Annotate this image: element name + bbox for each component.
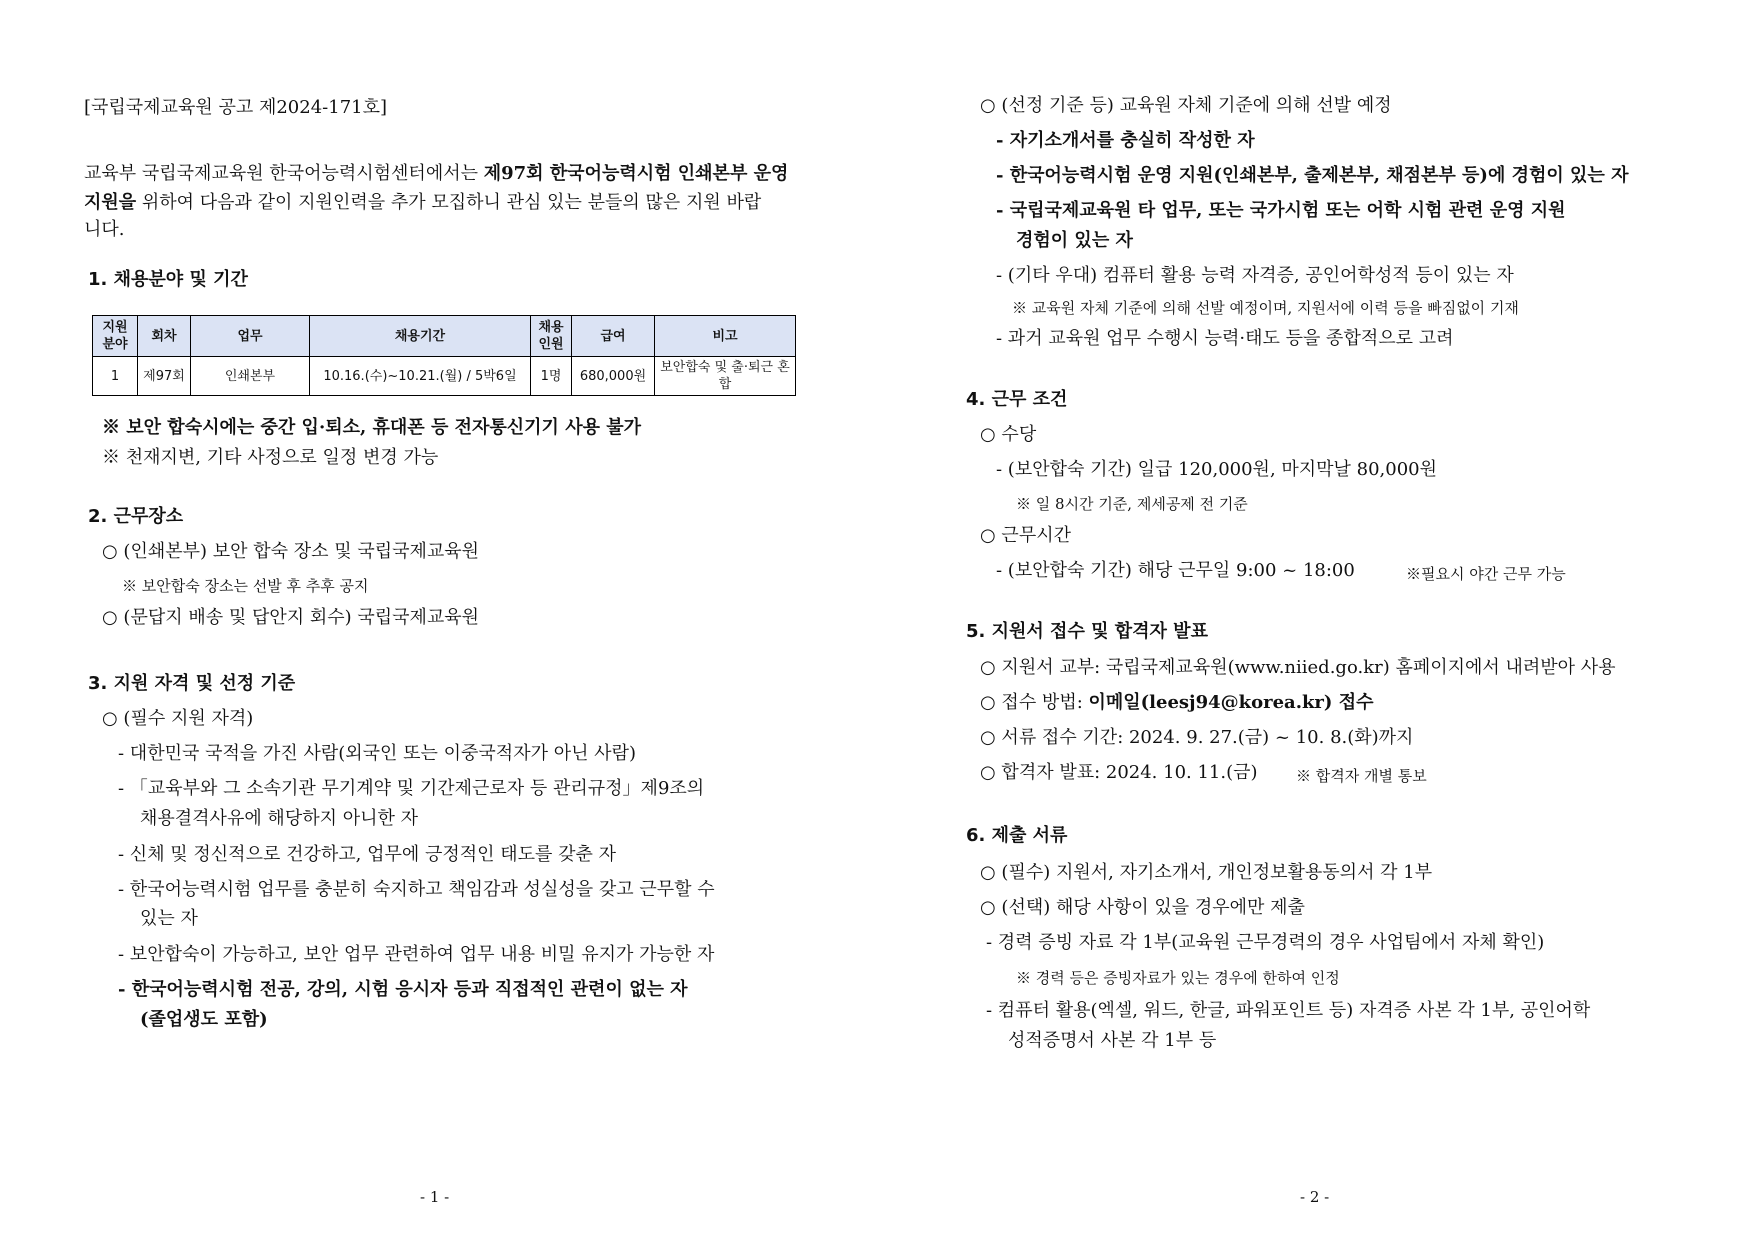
intro-emphasis: 제97회 한국어능력시험 인쇄본부 운영 [483, 163, 789, 184]
notice-number: [국립국제교육원 공고 제2024-171호] [84, 97, 388, 118]
section-4-heading: 4. 근무 조건 [966, 389, 1068, 410]
table-cell: 제97회 [138, 357, 191, 396]
criteria-4: - (기타 우대) 컴퓨터 활용 능력 자격증, 공인어학성적 등이 있는 자 [996, 265, 1514, 286]
table-header-cell: 지원 분야 [93, 316, 138, 357]
table-cell: 10.16.(수)~10.21.(월) / 5박6일 [310, 357, 531, 396]
intro-text: 교육부 국립국제교육원 한국어능력시험센터에서는 [84, 163, 484, 184]
intro-line-2 [84, 191, 761, 215]
criteria-3-line-1: - 국립국제교육원 타 업무, 또는 국가시험 또는 어학 시험 관련 운영 지원 [996, 200, 1566, 221]
allowance-item: - (보안합숙 기간) 일급 120,000원, 마지막날 80,000원 [996, 459, 1438, 480]
criteria-5: - 과거 교육원 업무 수행시 능력·태도 등을 종합적으로 고려 [996, 328, 1454, 349]
qualification-2-line-2: 채용결격사유에 해당하지 아니한 자 [140, 808, 418, 829]
table-cell: 보안합숙 및 출·퇴근 혼합 [655, 357, 796, 396]
criteria-4-note: ※ 교육원 자체 기준에 의해 선발 예정이며, 지원서에 이력 등을 빠짐없이 기재 [1012, 299, 1519, 317]
work-hours-item: - (보안합숙 기간) 해당 근무일 9:00 ~ 18:00 [996, 560, 1355, 581]
page-number: - 2 - [1300, 1188, 1330, 1206]
criteria-1: - 자기소개서를 충실히 작성한 자 [996, 130, 1255, 151]
section-2-item-1-note: ※ 보안합숙 장소는 선발 후 추후 공지 [122, 577, 369, 595]
qualification-2-line-1: - 「교육부와 그 소속기관 무기계약 및 기간제근로자 등 관리규정」제9조의 [118, 778, 705, 799]
section-2-item-1: ○ (인쇄본부) 보안 합숙 장소 및 국립국제교육원 [102, 541, 480, 562]
application-item-3: ○ 서류 접수 기간: 2024. 9. 27.(금) ~ 10. 8.(화)까지 [980, 727, 1414, 748]
criteria-2: - 한국어능력시험 운영 지원(인쇄본부, 출제본부, 채점본부 등)에 경험이 있는 자 [996, 165, 1629, 186]
table-header-cell: 급여 [572, 316, 655, 357]
document-page-1 [0, 0, 876, 1240]
application-item-2 [980, 691, 1373, 715]
criteria-3-line-2: 경험이 있는 자 [1016, 230, 1133, 251]
table-cell: 680,000원 [572, 357, 655, 396]
documents-detail-2-line-2: 성적증명서 사본 각 1부 등 [1008, 1030, 1217, 1051]
table-header-cell: 채용 인원 [531, 316, 572, 357]
allowance-heading: ○ 수당 [980, 424, 1037, 445]
application-item-4-note: ※ 합격자 개별 통보 [1296, 767, 1427, 785]
table-cell: 인쇄본부 [191, 357, 310, 396]
section-1-heading: 1. 채용분야 및 기간 [88, 269, 248, 290]
section-1-note-1: ※ 보안 합숙시에는 중간 입·퇴소, 휴대폰 등 전자통신기기 사용 불가 [102, 417, 642, 438]
qualification-1: - 대한민국 국적을 가진 사람(외국인 또는 이중국적자가 아닌 사람) [118, 743, 636, 764]
work-hours-heading: ○ 근무시간 [980, 525, 1071, 546]
documents-detail-1: - 경력 증빙 자료 각 1부(교육원 근무경력의 경우 사업팀에서 자체 확인) [986, 932, 1545, 953]
application-item-4: ○ 합격자 발표: 2024. 10. 11.(금) [980, 762, 1258, 783]
qualification-5: - 보안합숙이 가능하고, 보안 업무 관련하여 업무 내용 비밀 유지가 가능한 자 [118, 944, 715, 965]
intro-emphasis: 지원을 [84, 192, 137, 213]
section-2-heading: 2. 근무장소 [88, 506, 184, 527]
intro-line-3: 니다. [84, 219, 125, 240]
documents-optional: ○ (선택) 해당 사항이 있을 경우에만 제출 [980, 897, 1305, 918]
table-header-cell: 회차 [138, 316, 191, 357]
section-2-item-2: ○ (문답지 배송 및 답안지 회수) 국립국제교육원 [102, 607, 480, 628]
work-hours-note: ※필요시 야간 근무 가능 [1406, 565, 1566, 583]
section-1-note-2: ※ 천재지변, 기타 사정으로 일정 변경 가능 [102, 447, 439, 468]
table-cell: 1 [93, 357, 138, 396]
intro-line-1 [84, 162, 788, 186]
qualification-6-line-1: - 한국어능력시험 전공, 강의, 시험 응시자 등과 직접적인 관련이 없는 자 [118, 979, 688, 1000]
hiring-table [92, 315, 796, 396]
section-5-heading: 5. 지원서 접수 및 합격자 발표 [966, 621, 1208, 642]
documents-detail-2-line-1: - 컴퓨터 활용(엑셀, 워드, 한글, 파워포인트 등) 자격증 사본 각 1부, 공인어학 [986, 1000, 1591, 1021]
section-3-subheading: ○ (필수 지원 자격) [102, 708, 254, 729]
qualification-6-line-2: (졸업생도 포함) [140, 1009, 268, 1030]
document-page-2 [876, 0, 1753, 1240]
table-cell: 1명 [531, 357, 572, 396]
section-3-heading: 3. 지원 자격 및 선정 기준 [88, 673, 296, 694]
documents-detail-1-note: ※ 경력 등은 증빙자료가 있는 경우에 한하여 인정 [1016, 969, 1340, 987]
table-header-cell: 업무 [191, 316, 310, 357]
page-number: - 1 - [420, 1188, 450, 1206]
selection-criteria-heading: ○ (선정 기준 등) 교육원 자체 기준에 의해 선발 예정 [980, 95, 1392, 116]
allowance-note: ※ 일 8시간 기준, 제세공제 전 기준 [1016, 495, 1248, 513]
table-row [93, 357, 796, 396]
qualification-4-line-1: - 한국어능력시험 업무를 충분히 숙지하고 책임감과 성실성을 갖고 근무할 수 [118, 879, 715, 900]
qualification-3: - 신체 및 정신적으로 건강하고, 업무에 긍정적인 태도를 갖춘 자 [118, 844, 616, 865]
application-method-label: ○ 접수 방법: [980, 692, 1089, 713]
qualification-4-line-2: 있는 자 [140, 908, 198, 929]
section-6-heading: 6. 제출 서류 [966, 825, 1068, 846]
application-email: 이메일(leesj94@korea.kr) 접수 [1088, 692, 1374, 713]
intro-text: 위하여 다음과 같이 지원인력을 추가 모집하니 관심 있는 분들의 많은 지원 바랍 [136, 192, 762, 213]
application-item-1: ○ 지원서 교부: 국립국제교육원(www.niied.go.kr) 홈페이지에서 내려받아 사용 [980, 657, 1616, 678]
table-header-cell: 채용기간 [310, 316, 531, 357]
table-header-cell: 비고 [655, 316, 796, 357]
documents-required: ○ (필수) 지원서, 자기소개서, 개인정보활용동의서 각 1부 [980, 862, 1433, 883]
table-header-row [93, 316, 796, 357]
